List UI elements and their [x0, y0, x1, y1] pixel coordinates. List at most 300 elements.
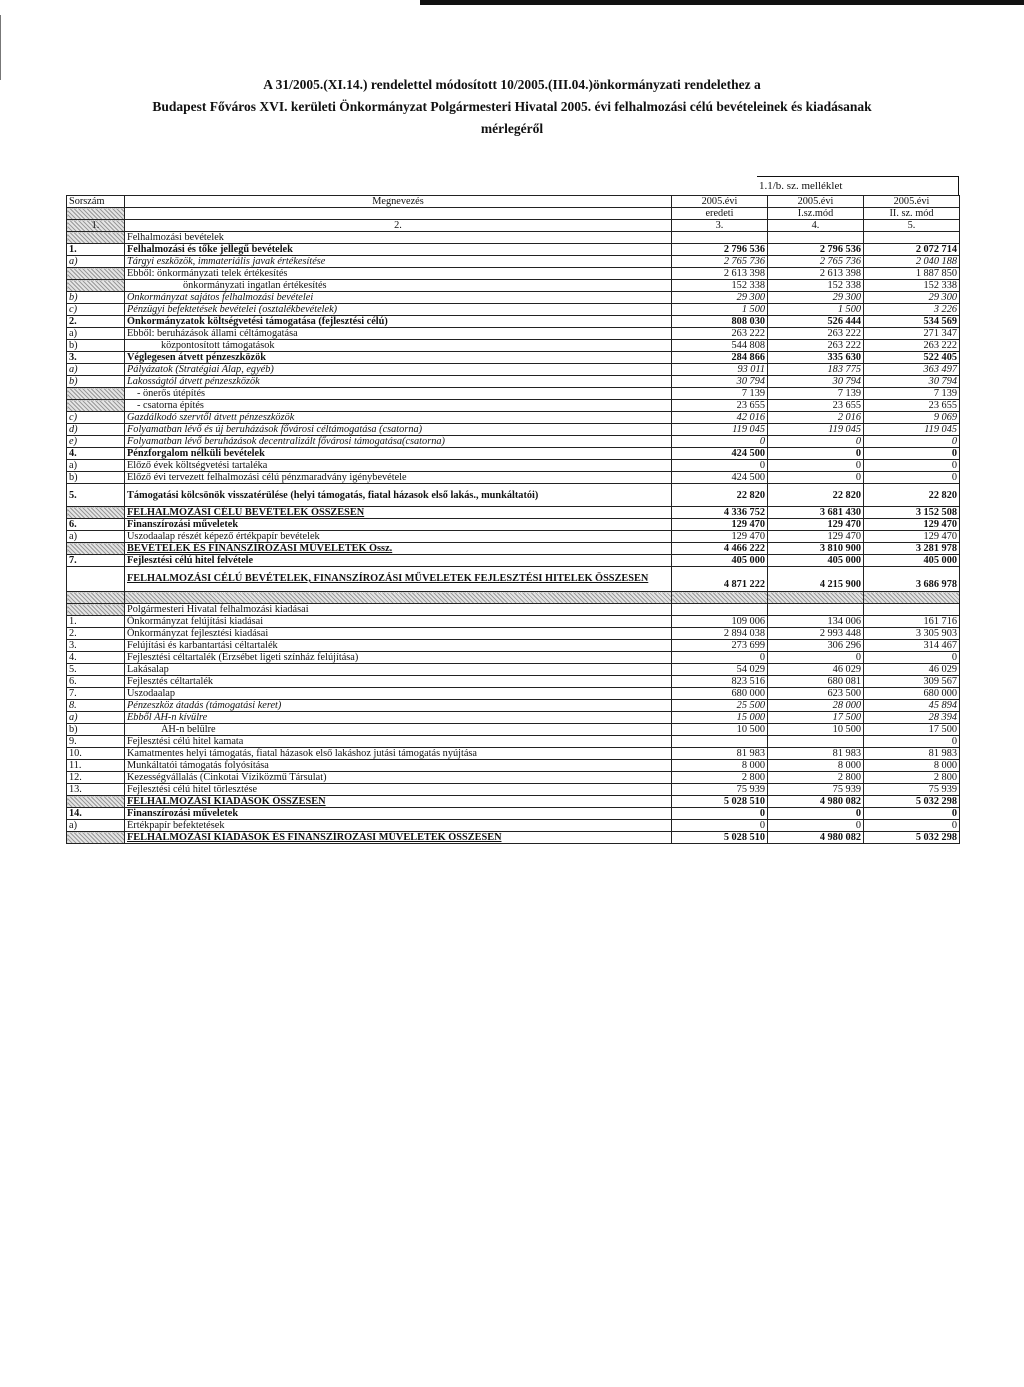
value-mod-2: 161 716 — [864, 616, 960, 628]
separator-cell — [125, 592, 672, 604]
row-label: Pénzeszköz átadás (támogatási keret) — [125, 700, 672, 712]
row-number: 9. — [67, 736, 125, 748]
row-number: b) — [67, 472, 125, 484]
blank-cell — [768, 604, 864, 616]
revenue-row — [67, 340, 960, 352]
row-number — [67, 543, 125, 555]
expense-row — [67, 712, 960, 724]
value-mod-1: 134 006 — [768, 616, 864, 628]
value-mod-1: 0 — [768, 460, 864, 472]
value-mod-2: 17 500 — [864, 724, 960, 736]
row-label: Véglegesen átvett pénzeszközök — [125, 352, 672, 364]
row-label: FELHALMOZÁSI KIADÁSOK ÉS FINANSZÍROZÁSI MŰVELETEK ÖSSZESEN — [125, 832, 672, 844]
value-original: 5 028 510 — [672, 832, 768, 844]
value-original: 0 — [672, 808, 768, 820]
title-line-3: mérlegéről — [480, 121, 544, 136]
row-label: FELHALMOZÁSI KIADÁSOK ÖSSZESEN — [125, 796, 672, 808]
value-mod-1: 0 — [768, 652, 864, 664]
row-number: 14. — [67, 808, 125, 820]
expense-row — [67, 724, 960, 736]
value-mod-1: 0 — [768, 448, 864, 460]
row-number — [67, 567, 125, 592]
value-original: 5 028 510 — [672, 796, 768, 808]
header-numbers-row — [67, 220, 960, 232]
row-number: c) — [67, 304, 125, 316]
value-mod-1: 7 139 — [768, 388, 864, 400]
value-mod-1: 2 993 448 — [768, 628, 864, 640]
revenue-row — [67, 364, 960, 376]
header-col4: 2005.évi — [768, 196, 864, 208]
revenue-row — [67, 352, 960, 364]
value-mod-1 — [768, 736, 864, 748]
row-label: központosított támogatások — [125, 340, 672, 352]
value-original: 273 699 — [672, 640, 768, 652]
value-mod-1: 129 470 — [768, 519, 864, 531]
row-number — [67, 400, 125, 412]
revenue-row — [67, 519, 960, 531]
value-original: 93 011 — [672, 364, 768, 376]
value-mod-2: 363 497 — [864, 364, 960, 376]
row-number: 5. — [67, 484, 125, 507]
value-mod-2: 3 152 508 — [864, 507, 960, 519]
expense-row — [67, 628, 960, 640]
row-label: Fejlesztési célú hitel törlesztése — [125, 784, 672, 796]
blank-cell — [672, 232, 768, 244]
row-number: 10. — [67, 748, 125, 760]
revenue-row — [67, 328, 960, 340]
expense-row — [67, 664, 960, 676]
header-num-1: 1. — [67, 220, 125, 232]
value-original: 424 500 — [672, 472, 768, 484]
value-mod-2: 405 000 — [864, 555, 960, 567]
value-original: 4 871 222 — [672, 567, 768, 592]
row-number — [67, 268, 125, 280]
revenue-row — [67, 316, 960, 328]
row-number: a) — [67, 364, 125, 376]
value-original: 25 500 — [672, 700, 768, 712]
value-original: 129 470 — [672, 519, 768, 531]
row-number: 2. — [67, 316, 125, 328]
value-original: 0 — [672, 436, 768, 448]
expense-row — [67, 736, 960, 748]
value-mod-2: 81 983 — [864, 748, 960, 760]
value-original: 0 — [672, 460, 768, 472]
value-mod-2: 45 894 — [864, 700, 960, 712]
value-mod-2: 5 032 298 — [864, 796, 960, 808]
value-original: 7 139 — [672, 388, 768, 400]
value-original: 8 000 — [672, 760, 768, 772]
revenue-row — [67, 507, 960, 519]
value-mod-2: 0 — [864, 472, 960, 484]
value-mod-1: 0 — [768, 808, 864, 820]
value-original: 2 894 038 — [672, 628, 768, 640]
blank-cell — [864, 232, 960, 244]
value-mod-2: 3 226 — [864, 304, 960, 316]
header-col3-sub: eredeti — [672, 208, 768, 220]
revenue-row — [67, 436, 960, 448]
revenue-row — [67, 268, 960, 280]
value-mod-2: 1 887 850 — [864, 268, 960, 280]
value-original: 152 338 — [672, 280, 768, 292]
expense-section-row — [67, 604, 960, 616]
value-mod-1: 4 980 082 — [768, 796, 864, 808]
row-label: Önkormányzatok költségvetési támogatása (fejlesztési célú) — [125, 316, 672, 328]
value-mod-1: 30 794 — [768, 376, 864, 388]
header-row-1 — [67, 196, 960, 208]
header-num-2: 2. — [125, 220, 672, 232]
row-number: b) — [67, 724, 125, 736]
value-original: 30 794 — [672, 376, 768, 388]
header-megnevezes: Megnevezés — [125, 196, 672, 208]
value-original: 23 655 — [672, 400, 768, 412]
row-number — [67, 507, 125, 519]
annex-label-box — [757, 176, 959, 196]
expense-row — [67, 652, 960, 664]
expense-row — [67, 616, 960, 628]
row-label: Pályázatok (Stratégiai Alap, egyéb) — [125, 364, 672, 376]
value-mod-2: 75 939 — [864, 784, 960, 796]
value-mod-1: 335 630 — [768, 352, 864, 364]
value-original: 10 500 — [672, 724, 768, 736]
row-number: 13. — [67, 784, 125, 796]
header-num-5: 5. — [864, 220, 960, 232]
revenue-row — [67, 412, 960, 424]
value-original: 424 500 — [672, 448, 768, 460]
value-original: 2 613 398 — [672, 268, 768, 280]
row-label: ÁH-n belülre — [125, 724, 672, 736]
value-original: 54 029 — [672, 664, 768, 676]
expense-row — [67, 688, 960, 700]
row-label: Ebből ÁH-n kívülre — [125, 712, 672, 724]
value-mod-1: 28 000 — [768, 700, 864, 712]
value-original: 823 516 — [672, 676, 768, 688]
row-number: 6. — [67, 519, 125, 531]
value-original: 15 000 — [672, 712, 768, 724]
row-label: Uszodaalap részét képező értékpapír bevételek — [125, 531, 672, 543]
value-mod-1: 4 215 900 — [768, 567, 864, 592]
revenue-row — [67, 543, 960, 555]
row-label: Folyamatban lévő és új beruházások fővárosi céltámogatása (csatorna) — [125, 424, 672, 436]
value-mod-1: 405 000 — [768, 555, 864, 567]
value-mod-2: 3 281 978 — [864, 543, 960, 555]
value-mod-1: 75 939 — [768, 784, 864, 796]
value-mod-2: 0 — [864, 808, 960, 820]
row-number: c) — [67, 412, 125, 424]
expense-row — [67, 640, 960, 652]
separator-cell — [67, 592, 125, 604]
row-label: BEVÉTELEK ÉS FINANSZÍROZÁSI MŰVELETEK Össz. — [125, 543, 672, 555]
row-label: Kamatmentes helyi támogatás, fiatal házasok első lakáshoz jutási támogatás nyújtása — [125, 748, 672, 760]
value-mod-1: 306 296 — [768, 640, 864, 652]
row-number: 8. — [67, 700, 125, 712]
header-shade — [67, 208, 125, 220]
header-col4-sub: I.sz.mód — [768, 208, 864, 220]
row-label: Finanszírozási műveletek — [125, 808, 672, 820]
blank-cell — [672, 604, 768, 616]
value-original: 263 222 — [672, 328, 768, 340]
row-label: Önkormányzat sajátos felhalmozási bevételei — [125, 292, 672, 304]
value-mod-2: 0 — [864, 820, 960, 832]
value-mod-1: 81 983 — [768, 748, 864, 760]
scan-left-edge — [0, 15, 1, 80]
header-row-2 — [67, 208, 960, 220]
value-original: 808 030 — [672, 316, 768, 328]
value-mod-2: 2 072 714 — [864, 244, 960, 256]
value-mod-2: 119 045 — [864, 424, 960, 436]
value-mod-2: 3 686 978 — [864, 567, 960, 592]
row-number: 4. — [67, 448, 125, 460]
value-original: 42 016 — [672, 412, 768, 424]
row-label: Pénzforgalom nélküli bevételek — [125, 448, 672, 460]
row-number: 5. — [67, 664, 125, 676]
value-mod-2: 309 567 — [864, 676, 960, 688]
row-label: Támogatási kölcsönök visszatérülése (helyi támogatás, fiatal házasok első lakás., munkáltatói) — [125, 484, 672, 507]
revenue-row — [67, 376, 960, 388]
header-num-3: 3. — [672, 220, 768, 232]
row-label: Ebből: beruházások állami céltámogatása — [125, 328, 672, 340]
value-mod-1: 119 045 — [768, 424, 864, 436]
value-mod-2: 534 569 — [864, 316, 960, 328]
value-mod-2: 263 222 — [864, 340, 960, 352]
value-mod-1: 17 500 — [768, 712, 864, 724]
row-label: Kezességvállalás (Cinkotai Víziközmű Társulat) — [125, 772, 672, 784]
value-original: 129 470 — [672, 531, 768, 543]
value-mod-1: 1 500 — [768, 304, 864, 316]
value-mod-2: 22 820 — [864, 484, 960, 507]
expense-row — [67, 700, 960, 712]
row-number: 12. — [67, 772, 125, 784]
value-original: 2 800 — [672, 772, 768, 784]
value-mod-1: 2 613 398 — [768, 268, 864, 280]
annex-label: 1.1/b. sz. melléklet — [759, 180, 843, 192]
value-mod-1: 183 775 — [768, 364, 864, 376]
row-label: Felújítási és karbantartási céltartalék — [125, 640, 672, 652]
expense-section-title: Polgármesteri Hivatal felhalmozási kiadásai — [125, 604, 672, 616]
value-mod-2: 28 394 — [864, 712, 960, 724]
revenue-row — [67, 555, 960, 567]
value-original: 29 300 — [672, 292, 768, 304]
blank-cell — [768, 232, 864, 244]
revenue-row — [67, 280, 960, 292]
header-sorszam: Sorszám — [67, 196, 125, 208]
value-mod-1: 623 500 — [768, 688, 864, 700]
row-label: Fejlesztési céltartalék (Erzsébet ligeti színház felújítása) — [125, 652, 672, 664]
row-number: 4. — [67, 652, 125, 664]
row-label: Folyamatban lévő beruházások decentralizált fővárosi támogatása(csatorna) — [125, 436, 672, 448]
value-mod-1: 23 655 — [768, 400, 864, 412]
row-number: a) — [67, 820, 125, 832]
value-original: 109 006 — [672, 616, 768, 628]
row-number: b) — [67, 376, 125, 388]
value-mod-1: 129 470 — [768, 531, 864, 543]
row-label: Uszodaalap — [125, 688, 672, 700]
value-mod-1: 10 500 — [768, 724, 864, 736]
row-label: önkormányzati ingatlan értékesítés — [125, 280, 672, 292]
value-mod-1: 680 081 — [768, 676, 864, 688]
revenue-row — [67, 472, 960, 484]
expense-row — [67, 760, 960, 772]
row-number — [67, 388, 125, 400]
revenue-row — [67, 388, 960, 400]
expense-row — [67, 748, 960, 760]
value-original: 81 983 — [672, 748, 768, 760]
header-col5: 2005.évi — [864, 196, 960, 208]
header-num-4: 4. — [768, 220, 864, 232]
value-mod-1: 263 222 — [768, 340, 864, 352]
value-mod-1: 3 681 430 — [768, 507, 864, 519]
revenue-row — [67, 531, 960, 543]
title-line-2: Budapest Főváros XVI. kerületi Önkormányzat Polgármesteri Hivatal 2005. évi felhalmozási célú bevételeinek és kiadásanak — [152, 99, 872, 114]
expense-row — [67, 796, 960, 808]
row-label: - csatorna építés — [125, 400, 672, 412]
revenue-row — [67, 292, 960, 304]
value-mod-1: 2 016 — [768, 412, 864, 424]
value-mod-2: 5 032 298 — [864, 832, 960, 844]
value-original: 680 000 — [672, 688, 768, 700]
row-label: FELHALMOZÁSI CÉLÚ BEVÉTELEK ÖSSZESEN — [125, 507, 672, 519]
value-mod-2: 522 405 — [864, 352, 960, 364]
value-mod-1: 526 444 — [768, 316, 864, 328]
value-original: 0 — [672, 820, 768, 832]
separator-cell — [864, 592, 960, 604]
value-mod-2: 3 305 903 — [864, 628, 960, 640]
expense-row — [67, 808, 960, 820]
row-number: 6. — [67, 676, 125, 688]
value-mod-2: 0 — [864, 652, 960, 664]
value-mod-2: 30 794 — [864, 376, 960, 388]
row-number — [67, 796, 125, 808]
value-mod-2: 314 467 — [864, 640, 960, 652]
value-mod-2: 129 470 — [864, 531, 960, 543]
value-original: 4 336 752 — [672, 507, 768, 519]
expense-row — [67, 676, 960, 688]
value-original: 4 466 222 — [672, 543, 768, 555]
row-number: 7. — [67, 555, 125, 567]
row-label: Lakásalap — [125, 664, 672, 676]
value-mod-1: 2 765 736 — [768, 256, 864, 268]
header-col3: 2005.évi — [672, 196, 768, 208]
row-number: 1. — [67, 244, 125, 256]
section-separator — [67, 592, 960, 604]
value-original: 22 820 — [672, 484, 768, 507]
value-mod-2: 0 — [864, 448, 960, 460]
value-original: 405 000 — [672, 555, 768, 567]
row-number — [67, 280, 125, 292]
row-label: Pénzügyi befektetések bevételei (osztalékbevételek) — [125, 304, 672, 316]
row-label: Lakosságtól átvett pénzeszközök — [125, 376, 672, 388]
revenue-section-row — [67, 232, 960, 244]
row-label: Ebből: önkormányzati telek értékesítés — [125, 268, 672, 280]
row-number: e) — [67, 436, 125, 448]
row-label: - önerős útépítés — [125, 388, 672, 400]
row-number: 11. — [67, 760, 125, 772]
value-mod-2: 2 040 188 — [864, 256, 960, 268]
row-number: 3. — [67, 640, 125, 652]
value-mod-1: 4 980 082 — [768, 832, 864, 844]
revenue-row — [67, 460, 960, 472]
value-mod-2: 0 — [864, 436, 960, 448]
header-col5-sub: II. sz. mód — [864, 208, 960, 220]
row-label: FELHALMOZÁSI CÉLÚ BEVÉTELEK, FINANSZÍROZÁSI MŰVELETEK FEJLESZTÉSI HITELEK ÖSSZESEN — [125, 567, 672, 592]
revenue-row — [67, 424, 960, 436]
value-mod-1: 0 — [768, 436, 864, 448]
value-mod-2: 7 139 — [864, 388, 960, 400]
revenue-section-title: Felhalmozási bevételek — [125, 232, 672, 244]
header-blank — [125, 208, 672, 220]
row-number: 3. — [67, 352, 125, 364]
value-mod-2: 2 800 — [864, 772, 960, 784]
value-original: 119 045 — [672, 424, 768, 436]
value-mod-1: 0 — [768, 472, 864, 484]
row-label: Előző évek költségvetési tartaléka — [125, 460, 672, 472]
revenue-row — [67, 304, 960, 316]
value-mod-2: 680 000 — [864, 688, 960, 700]
value-original: 0 — [672, 652, 768, 664]
value-mod-2: 29 300 — [864, 292, 960, 304]
value-original: 1 500 — [672, 304, 768, 316]
row-label: Fejlesztés céltartalék — [125, 676, 672, 688]
value-mod-1: 3 810 900 — [768, 543, 864, 555]
value-mod-1: 29 300 — [768, 292, 864, 304]
row-number: 7. — [67, 688, 125, 700]
row-label: Önkormányzat felújítási kiadásai — [125, 616, 672, 628]
value-mod-2: 8 000 — [864, 760, 960, 772]
row-number: a) — [67, 712, 125, 724]
title-line-1: A 31/2005.(XI.14.) rendelettel módosított 10/2005.(III.04.)önkormányzati rendelethez a — [263, 77, 761, 92]
value-original: 75 939 — [672, 784, 768, 796]
value-mod-2: 271 347 — [864, 328, 960, 340]
row-label: Munkáltatói támogatás folyósítása — [125, 760, 672, 772]
row-number: a) — [67, 328, 125, 340]
row-label: Értékpapír befektetések — [125, 820, 672, 832]
revenue-row — [67, 244, 960, 256]
expense-row — [67, 832, 960, 844]
row-number: b) — [67, 292, 125, 304]
revenue-row — [67, 400, 960, 412]
value-mod-1: 22 820 — [768, 484, 864, 507]
value-mod-1: 2 796 536 — [768, 244, 864, 256]
row-label: Önkormányzat fejlesztési kiadásai — [125, 628, 672, 640]
value-mod-2: 0 — [864, 460, 960, 472]
separator-cell — [672, 592, 768, 604]
value-mod-2: 152 338 — [864, 280, 960, 292]
revenue-row — [67, 567, 960, 592]
value-original: 544 808 — [672, 340, 768, 352]
row-label: Tárgyi eszközök, immateriális javak értékesítése — [125, 256, 672, 268]
separator-cell — [768, 592, 864, 604]
row-label: Fejlesztési célú hitel kamata — [125, 736, 672, 748]
expense-row — [67, 772, 960, 784]
value-original: 2 796 536 — [672, 244, 768, 256]
value-mod-2: 0 — [864, 736, 960, 748]
row-number: 2. — [67, 628, 125, 640]
value-mod-1: 263 222 — [768, 328, 864, 340]
row-label: Fejlesztési célú hitel felvétele — [125, 555, 672, 567]
row-number: a) — [67, 531, 125, 543]
row-number — [67, 832, 125, 844]
row-number: d) — [67, 424, 125, 436]
document-title — [60, 74, 964, 140]
value-mod-1: 2 800 — [768, 772, 864, 784]
revenue-row — [67, 484, 960, 507]
value-mod-2: 129 470 — [864, 519, 960, 531]
value-mod-1: 8 000 — [768, 760, 864, 772]
value-mod-1: 46 029 — [768, 664, 864, 676]
row-label: Felhalmozási és tőke jellegű bevételek — [125, 244, 672, 256]
row-number: b) — [67, 340, 125, 352]
expense-row — [67, 784, 960, 796]
value-mod-1: 0 — [768, 820, 864, 832]
